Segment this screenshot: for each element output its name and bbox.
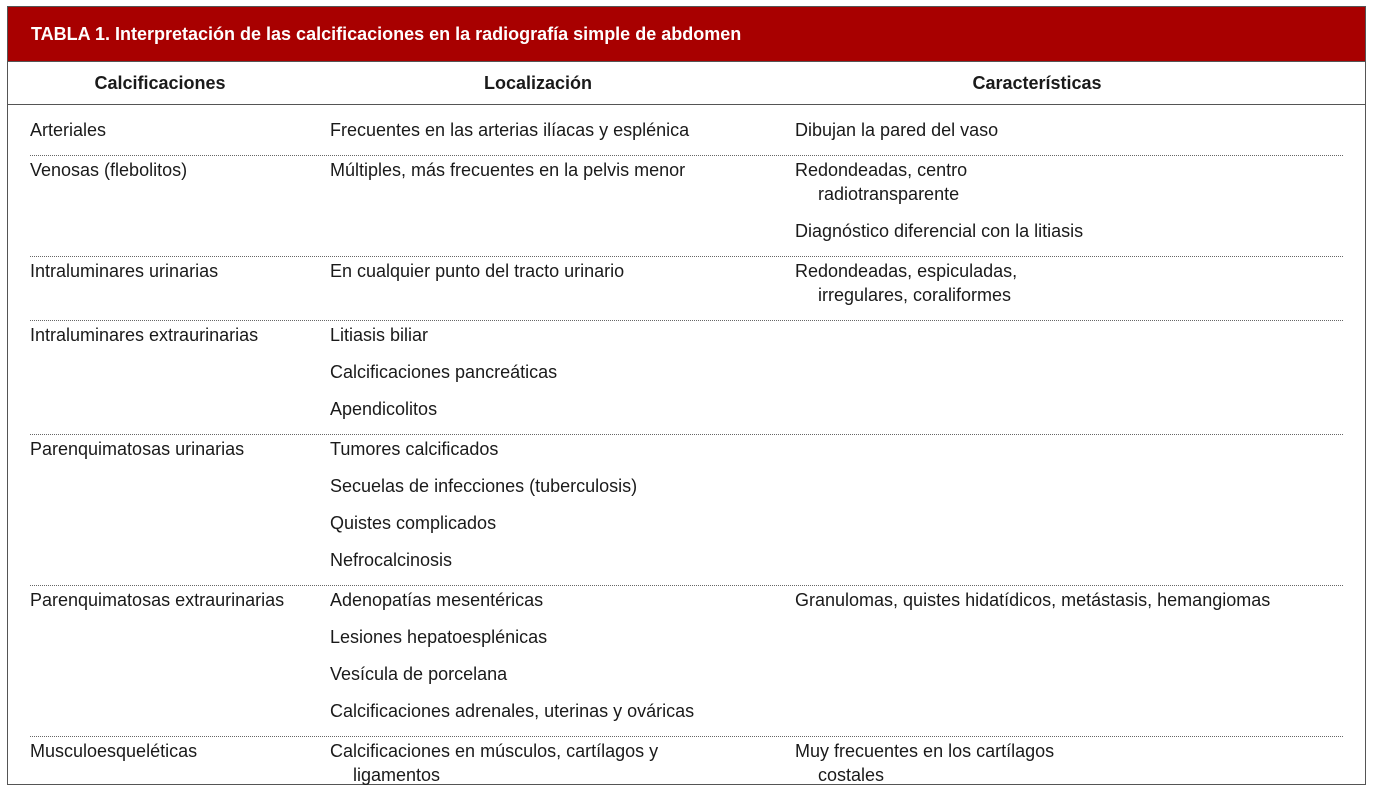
cell-calcificacion xyxy=(30,259,330,320)
calcificacion-label: Musculoesqueléticas xyxy=(30,741,198,761)
cell-caracteristicas xyxy=(795,259,1343,320)
cell-localizacion xyxy=(330,739,795,800)
table-row xyxy=(30,321,1343,435)
calcificacion-label: Arteriales xyxy=(30,120,107,140)
localizacion-item: Secuelas de infecciones (tuberculosis) xyxy=(330,476,638,496)
cell-calcificacion xyxy=(30,118,330,155)
localizacion-item: Calcificaciones pancreáticas xyxy=(330,362,558,382)
header-localizacion: Localización xyxy=(483,73,593,93)
caracteristica-item: Redondeadas, espiculadas, irregulares, coraliformes xyxy=(795,261,1018,305)
table-row xyxy=(30,156,1343,257)
localizacion-item: Litiasis biliar xyxy=(330,325,429,345)
cell-localizacion xyxy=(330,118,795,155)
calcificacion-label: Intraluminares extraurinarias xyxy=(30,325,259,345)
cell-localizacion xyxy=(330,158,795,256)
cell-caracteristicas xyxy=(795,437,1343,585)
calcificacion-label: Intraluminares urinarias xyxy=(30,261,219,281)
localizacion-item: Múltiples, más frecuentes en la pelvis menor xyxy=(330,160,686,180)
calcifications-table xyxy=(7,6,1366,785)
table-body xyxy=(8,116,1365,800)
caracteristica-item: Muy frecuentes en los cartílagos costales xyxy=(795,741,1055,785)
cell-caracteristicas xyxy=(795,588,1343,736)
cell-caracteristicas xyxy=(795,158,1343,256)
caracteristica-item: Redondeadas, centro radiotransparente xyxy=(795,160,968,204)
localizacion-item: Quistes complicados xyxy=(330,513,497,533)
cell-caracteristicas xyxy=(795,118,1343,155)
cell-localizacion xyxy=(330,437,795,585)
table-title: TABLA 1. Interpretación de las calcificaciones en la radiografía simple de abdomen xyxy=(8,7,1365,62)
table-row xyxy=(30,435,1343,586)
localizacion-item: Calcificaciones adrenales, uterinas y ováricas xyxy=(330,701,695,721)
localizacion-item: Lesiones hepatoesplénicas xyxy=(330,627,548,647)
localizacion-item: Adenopatías mesentéricas xyxy=(330,590,544,610)
cell-localizacion xyxy=(330,259,795,320)
caracteristica-item: Dibujan la pared del vaso xyxy=(795,120,999,140)
cell-caracteristicas xyxy=(795,323,1343,434)
localizacion-item: Apendicolitos xyxy=(330,399,438,419)
table-row xyxy=(30,737,1343,800)
caracteristica-item: Diagnóstico diferencial con la litiasis xyxy=(795,221,1084,241)
calcificacion-label: Venosas (flebolitos) xyxy=(30,160,188,180)
table-row xyxy=(30,586,1343,737)
header-calcificaciones: Calcificaciones xyxy=(94,73,226,93)
localizacion-item: En cualquier punto del tracto urinario xyxy=(330,261,625,281)
cell-calcificacion xyxy=(30,739,330,800)
localizacion-item: Nefrocalcinosis xyxy=(330,550,453,570)
cell-calcificacion xyxy=(30,158,330,256)
localizacion-item: Frecuentes en las arterias ilíacas y esplénica xyxy=(330,120,690,140)
header-caracteristicas: Características xyxy=(972,73,1102,93)
cell-calcificacion xyxy=(30,437,330,585)
localizacion-item: Vesícula de porcelana xyxy=(330,664,508,684)
table-header-row xyxy=(8,62,1365,105)
table-row xyxy=(30,116,1343,156)
calcificacion-label: Parenquimatosas extraurinarias xyxy=(30,590,285,610)
cell-calcificacion xyxy=(30,588,330,736)
calcificacion-label: Parenquimatosas urinarias xyxy=(30,439,245,459)
caracteristica-item: Granulomas, quistes hidatídicos, metástasis, hemangiomas xyxy=(795,590,1271,610)
cell-localizacion xyxy=(330,323,795,434)
cell-calcificacion xyxy=(30,323,330,434)
localizacion-item: Calcificaciones en músculos, cartílagos y ligamentos xyxy=(330,741,659,785)
localizacion-item: Tumores calcificados xyxy=(330,439,499,459)
table-row xyxy=(30,257,1343,321)
cell-caracteristicas xyxy=(795,739,1343,800)
cell-localizacion xyxy=(330,588,795,736)
